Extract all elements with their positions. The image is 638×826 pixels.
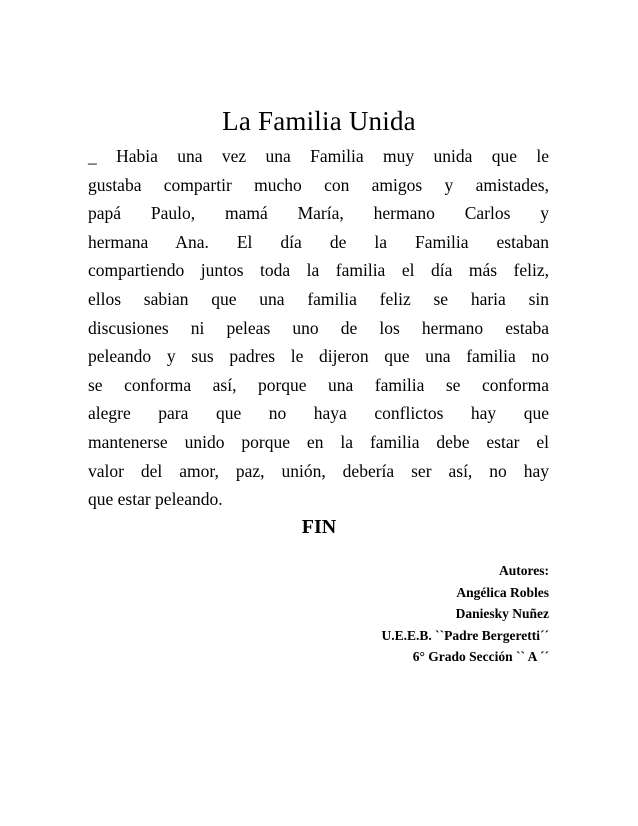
credits-block: [382, 560, 549, 668]
paragraph-line: discusiones ni peleas uno de los hermano estaba: [88, 317, 549, 338]
paragraph-line: papá Paulo, mamá María, hermano Carlos y: [88, 203, 549, 224]
paragraph-line: peleando y sus padres le dijeron que una familia no: [88, 346, 549, 367]
story-paragraph: [88, 142, 549, 514]
grade-section: 6° Grado Sección `` A ´´: [412, 649, 549, 664]
paragraph-line: se conforma así, porque una familia se conforma: [88, 374, 549, 395]
paragraph-line: valor del amor, paz, unión, debería ser así, no hay: [88, 460, 549, 481]
school-name: U.E.E.B. ``Padre Bergeretti´´: [381, 627, 549, 643]
paragraph-line: _ Habia una vez una Familia muy unida que le: [88, 146, 549, 166]
paragraph-line: alegre para que no haya conflictos hay que: [88, 403, 549, 424]
paragraph-line: gustaba compartir mucho con amigos y amistades,: [88, 174, 549, 195]
paragraph-line: compartiendo juntos toda la familia el día más feliz,: [88, 260, 549, 281]
paragraph-line: hermana Ana. El día de la Familia estaban: [88, 231, 549, 252]
paragraph-line: ellos sabian que una familia feliz se haria sin: [88, 288, 549, 309]
credits-heading: Autores:: [499, 563, 549, 578]
fin-heading: FIN: [301, 516, 337, 538]
paragraph-line: mantenerse unido porque en la familia debe estar el: [88, 431, 549, 452]
author-name: Angélica Robles: [456, 584, 549, 600]
document-title: La Familia Unida: [222, 106, 416, 137]
paragraph-line: que estar peleando.: [88, 489, 223, 510]
author-name: Daniesky Nuñez: [455, 606, 549, 621]
